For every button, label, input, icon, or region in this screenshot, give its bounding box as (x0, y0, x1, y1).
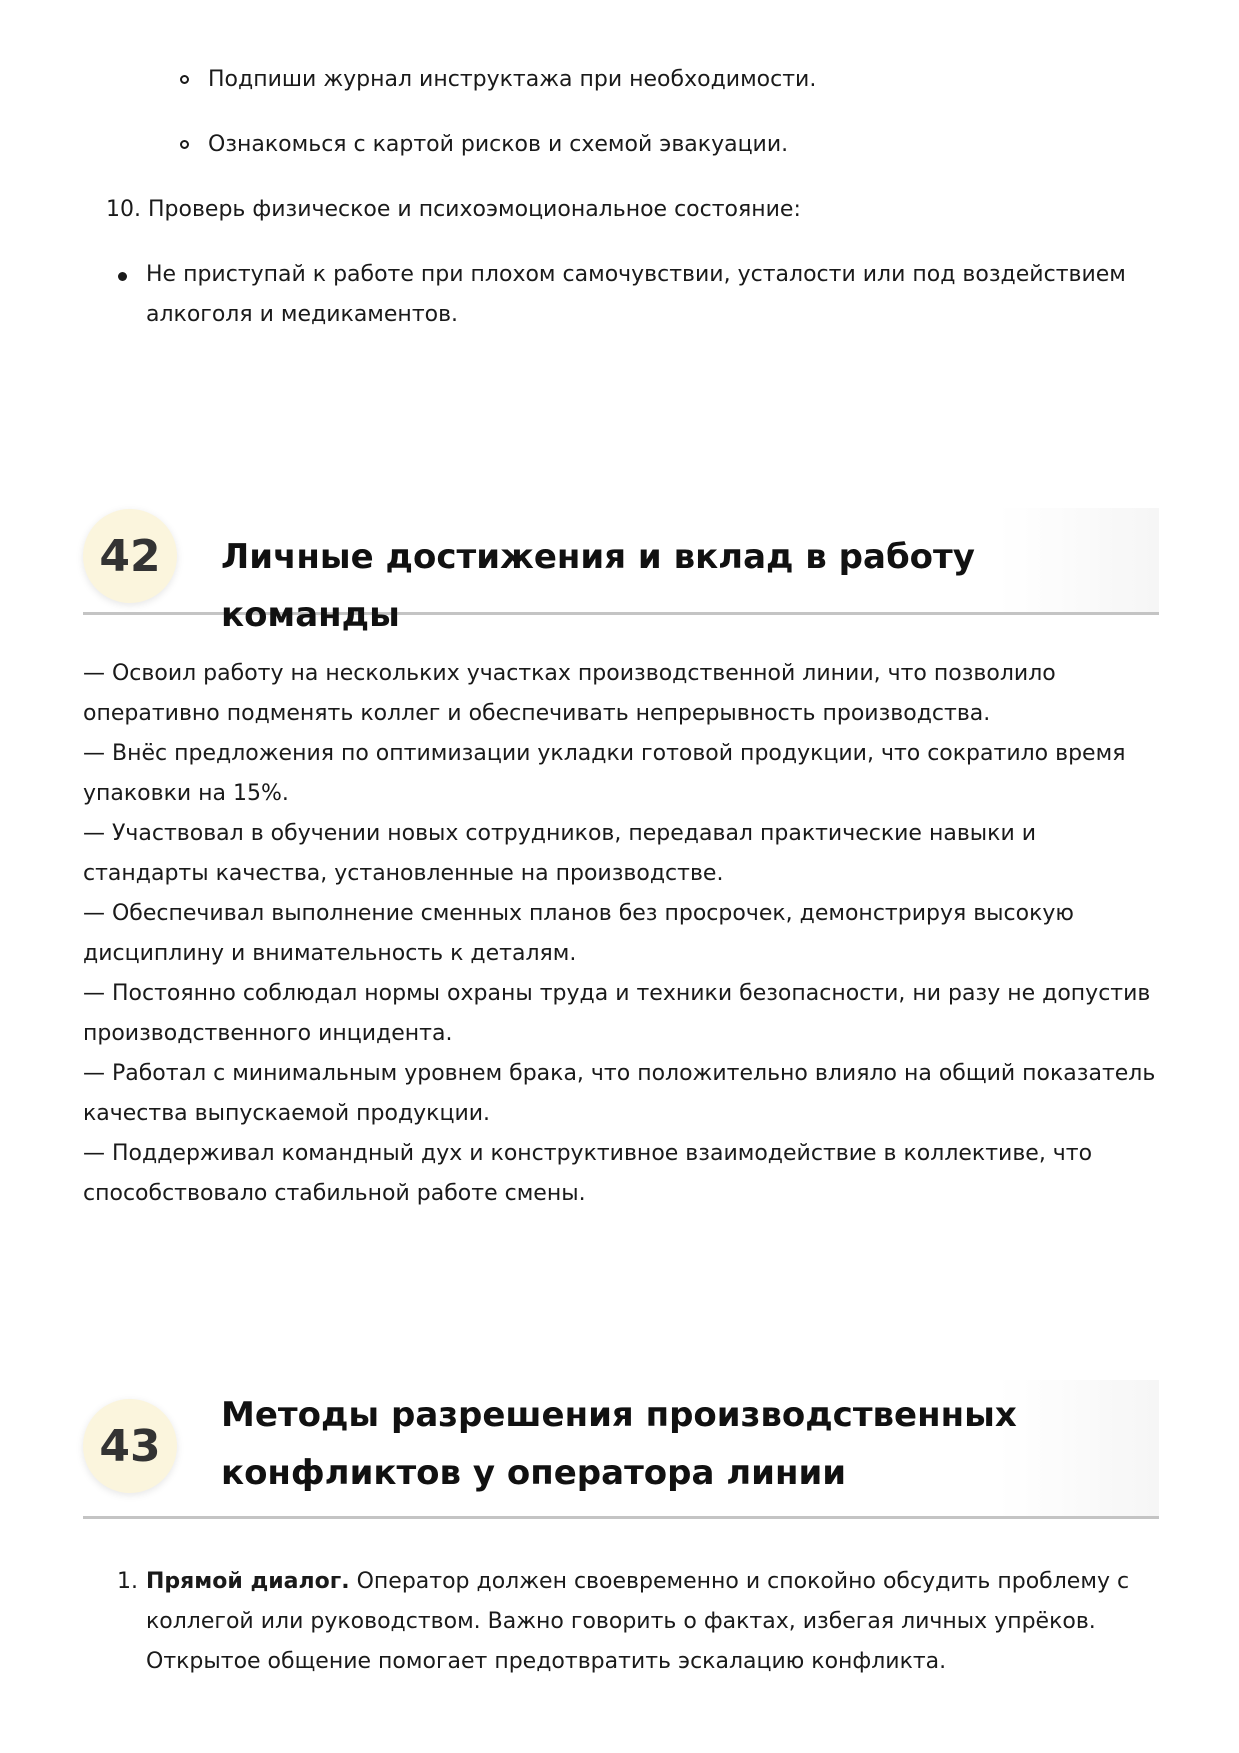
sub-list-item: Ознакомься с картой рисков и схемой эвакуации. (208, 132, 789, 157)
method-list-number: 1. (117, 1569, 138, 1594)
achievement-item: — Участвовал в обучении новых сотрудников, передавал практические навыки и стандарты качества, установленные на производстве. (83, 821, 1037, 886)
achievement-item: — Освоил работу на нескольких участках производственной линии, что позволило оперативно подменять коллег и обеспечивать непрерывность производства. (83, 661, 1056, 726)
section-number-badge: 43 (83, 1399, 177, 1493)
sub-list-item: Подпиши журнал инструктажа при необходимости. (208, 67, 817, 92)
method-description: Оператор должен своевременно и спокойно обсудить проблему с коллегой или руководством. Важно говорить о фактах, избегая личных упрёков. Открытое общение помогает предотвратить эскалацию конфликта. (146, 1569, 1130, 1674)
list-item-text: Проверь физическое и психоэмоциональное состояние: (148, 197, 801, 222)
disc-bullet-icon (118, 272, 127, 281)
achievement-item: — Внёс предложения по оптимизации укладки готовой продукции, что сократило время упаковки на 15%. (83, 741, 1126, 806)
circle-bullet-icon (180, 75, 189, 84)
method-title: Прямой диалог. (146, 1569, 350, 1594)
section-number-badge: 42 (83, 509, 177, 603)
section-title-line: Методы разрешения производственных (221, 1395, 1017, 1435)
section-title: Личные достижения и вклад в работу команды (221, 537, 975, 635)
section-title-line: конфликтов у оператора линии (221, 1453, 847, 1493)
achievement-item: — Поддерживал командный дух и конструктивное взаимодействие в коллективе, что способствовало стабильной работе смены. (83, 1141, 1093, 1206)
achievement-item: — Обеспечивал выполнение сменных планов без просрочек, демонстрируя высокую дисциплину и внимательность к деталям. (83, 901, 1074, 966)
section-header-42 (83, 508, 1159, 635)
section-header-43 (83, 1380, 1159, 1519)
section-title (221, 1386, 1017, 1502)
list-item-number: 10. (106, 197, 141, 222)
bullet-list-item: Не приступай к работе при плохом самочувствии, усталости или под воздействием алкоголя и медикаментов. (146, 262, 1126, 327)
achievements-list (83, 654, 1163, 1214)
list-item-10 (106, 190, 1106, 230)
achievement-item: — Работал с минимальным уровнем брака, что положительно влияло на общий показатель качества выпускаемой продукции. (83, 1061, 1156, 1126)
method-list-item (146, 1562, 1136, 1682)
circle-bullet-icon (180, 140, 189, 149)
achievement-item: — Постоянно соблюдал нормы охраны труда и техники безопасности, ни разу не допустив производственного инцидента. (83, 981, 1151, 1046)
